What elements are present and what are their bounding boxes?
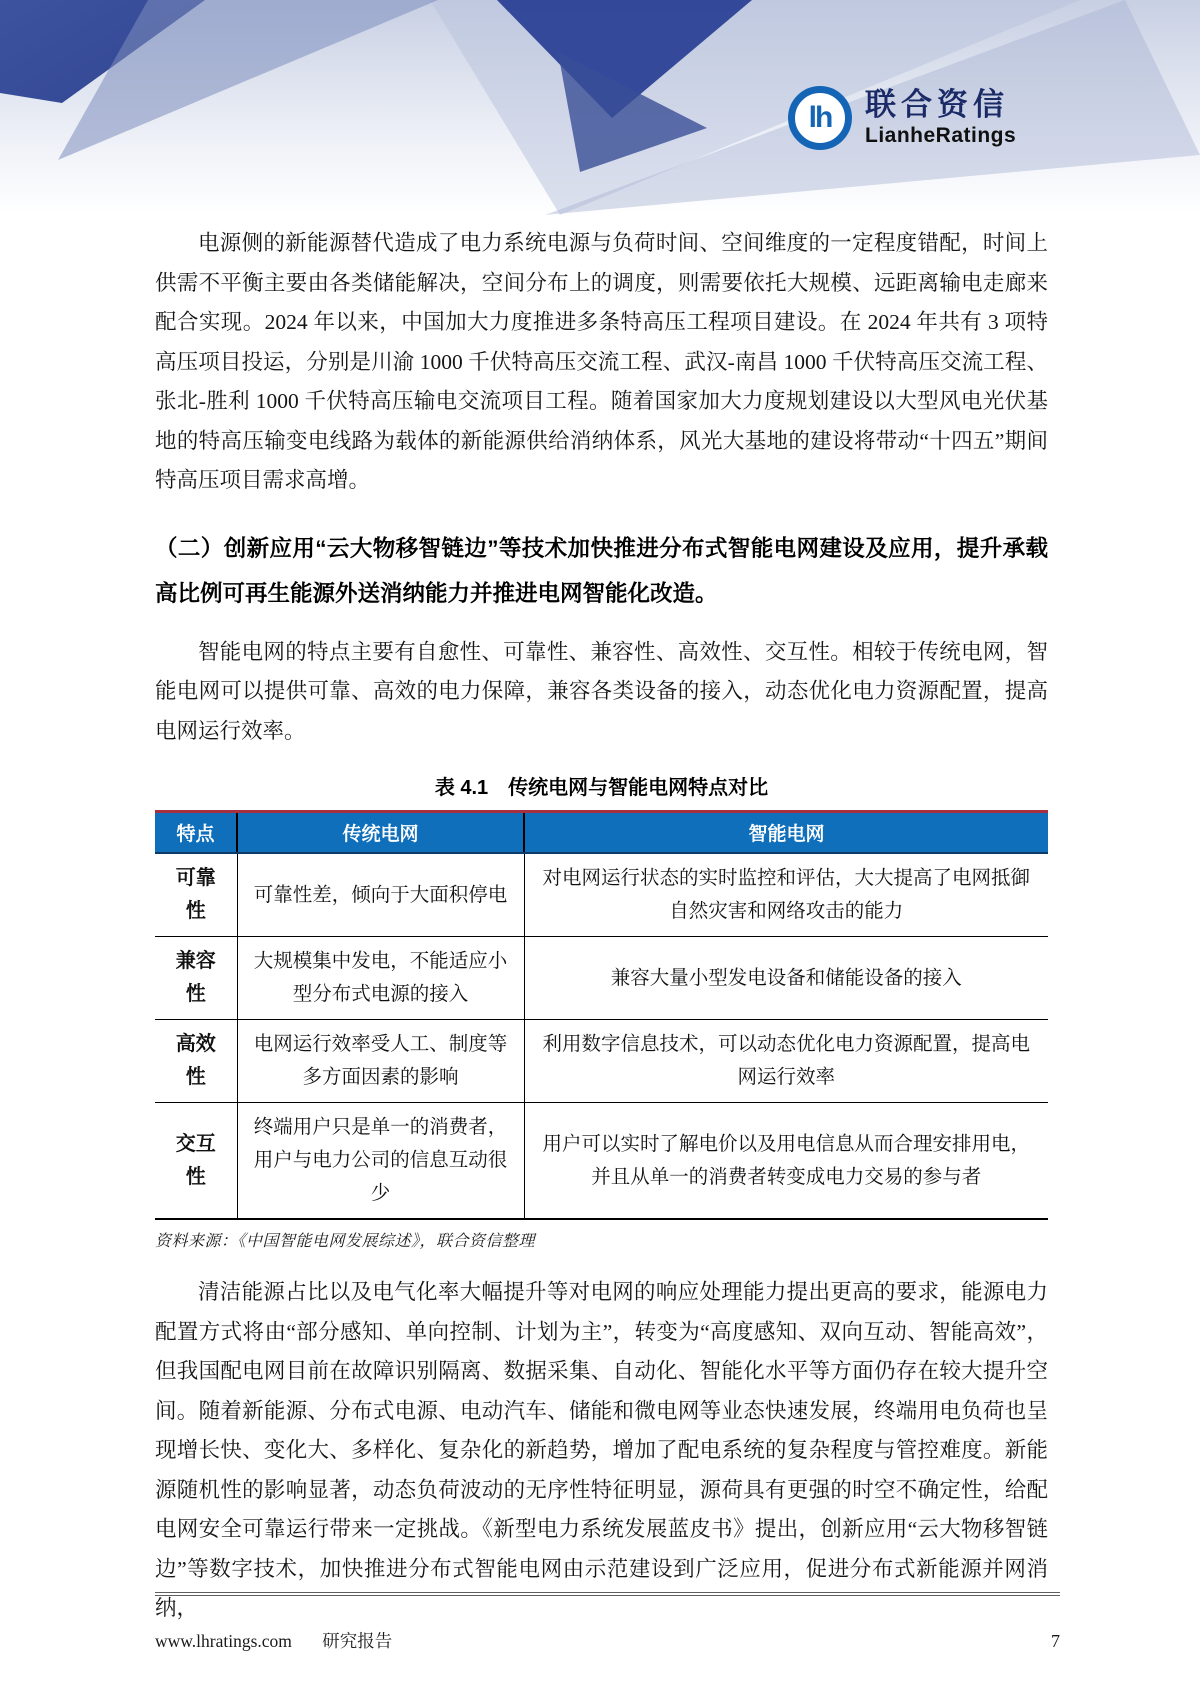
- cell-feature: 高效性: [175, 1033, 216, 1088]
- brand-name-cn: 联合资信: [865, 87, 1009, 122]
- cell-feature: 交互性: [175, 1132, 216, 1188]
- cell-traditional: 电网运行效率受人工、制度等多方面因素的影响: [237, 1020, 524, 1103]
- cell-smart: 用户可以实时了解电价以及用电信息从而合理安排用电，并且从单一的消费者转变成电力交易的参与者: [524, 1103, 1048, 1220]
- page-footer: [155, 1592, 1060, 1653]
- paragraph-uhv-projects: 电源侧的新能源替代造成了电力系统电源与负荷时间、空间维度的一定程度错配，时间上供需不平衡主要由各类储能解决，空间分布上的调度，则需要依托大规模、远距离输电走廊来配合实现。2024 年以来，中国加大力度推进多条特高压工程项目建设。在 2024 年共有 3 项特高压项目投运，分别是川渝 1000 千伏特高压交流工程、武汉-南昌 1000 千伏特高压交流工程、张北-胜利 1000 千伏特高压输电交流项目工程。随着国家加大力度规划建设以大型风电光伏基地的特高压输变电线路为载体的新能源供给消纳体系，风光大基地的建设将带动“十四五”期间特高压项目需求高增。: [155, 231, 1048, 492]
- paragraph-distribution-grid: 清洁能源占比以及电气化率大幅提升等对电网的响应处理能力提出更高的要求，能源电力配置方式将由“部分感知、单向控制、计划为主”，转变为“高度感知、双向互动、智能高效”，但我国配电网目前在故障识别隔离、数据采集、自动化、智能化水平等方面仍存在较大提升空间。随着新能源、分布式电源、电动汽车、储能和微电网等业态快速发展，终端用电负荷也呈现增长快、变化大、多样化、复杂化的新趋势，增加了配电系统的复杂程度与管控难度。新能源随机性的影响显著，动态负荷波动的无序性特征明显，源荷具有更强的时空不确定性，给配电网安全可靠运行带来一定挑战。《新型电力系统发展蓝皮书》提出，创新应用“云大物移智链边”等数字技术，加快推进分布式智能电网由示范建设到广泛应用，促进分布式新能源并网消纳，: [155, 1280, 1048, 1620]
- footer-divider: [155, 1592, 1060, 1596]
- footer-doc-type: 研究报告: [322, 1631, 393, 1651]
- cell-smart: 利用数字信息技术，可以动态优化电力资源配置，提高电网运行效率: [524, 1020, 1048, 1103]
- comparison-table-wrap: [155, 810, 1048, 1220]
- table-header-row: [155, 813, 1048, 853]
- comparison-table: [155, 813, 1048, 1220]
- paragraph-smart-grid-features: 智能电网的特点主要有自愈性、可靠性、兼容性、高效性、交互性。相较于传统电网，智能电网可以提供可靠、高效的电力保障，兼容各类设备的接入，动态优化电力资源配置，提高电网运行效率。: [155, 639, 1048, 743]
- footer-row: [155, 1628, 1060, 1653]
- col-header-traditional: 传统电网: [237, 813, 524, 853]
- cell-smart: 兼容大量小型发电设备和储能设备的接入: [524, 937, 1048, 1020]
- cell-traditional: 大规模集中发电，不能适应小型分布式电源的接入: [237, 937, 524, 1020]
- footer-website: www.lhratings.com: [155, 1631, 292, 1651]
- table-row-compatibility: [155, 937, 1048, 1020]
- table-source-note: 资料来源：《中国智能电网发展综述》，联合资信整理: [155, 1233, 536, 1250]
- footer-left: [155, 1628, 418, 1653]
- page-number: 7: [1051, 1631, 1060, 1651]
- table-row-reliability: [155, 853, 1048, 937]
- col-header-smart: 智能电网: [524, 813, 1048, 853]
- col-header-feature: 特点: [155, 813, 237, 853]
- cell-traditional: 终端用户只是单一的消费者，用户与电力公司的信息互动很少: [237, 1103, 524, 1220]
- brand-name-en: LianheRatings: [865, 124, 1017, 147]
- company-logo: [788, 86, 1016, 150]
- section-heading-2: （二）创新应用“云大物移智链边”等技术加快推进分布式智能电网建设及应用，提升承载高比例可再生能源外送消纳能力并推进电网智能化改造。: [155, 535, 1048, 606]
- document-body: [155, 224, 1048, 1629]
- table-row-interactivity: [155, 1103, 1048, 1220]
- table-row-efficiency: [155, 1020, 1048, 1103]
- logo-monogram: lh: [808, 101, 832, 134]
- logo-text-block: [865, 87, 1016, 149]
- table-title: 表 4.1 传统电网与智能电网特点对比: [434, 777, 769, 799]
- cell-smart: 对电网运行状态的实时监控和评估，大大提高了电网抵御自然灾害和网络攻击的能力: [524, 853, 1048, 937]
- cell-feature: 可靠性: [175, 867, 216, 922]
- cell-traditional: 可靠性差，倾向于大面积停电: [237, 853, 524, 937]
- cell-feature: 兼容性: [175, 950, 216, 1005]
- header-banner: [0, 0, 1200, 215]
- lianhe-logo-icon: [788, 86, 852, 150]
